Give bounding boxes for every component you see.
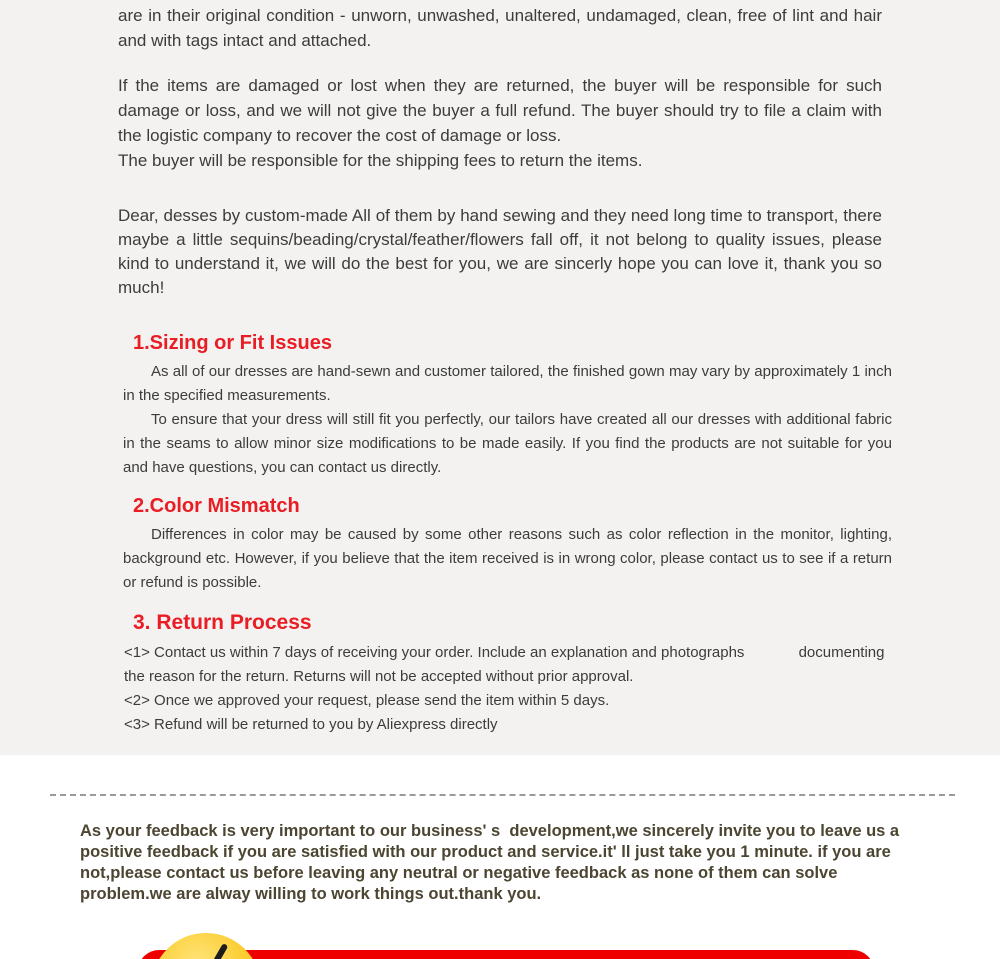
feedback-section: [0, 755, 1000, 959]
policy-paragraph-custom-made: Dear, desses by custom-made All of them by hand sewing and they need long time to transport, there maybe a little sequins/beading/crystal/feather/flowers fall off, it not belong to quality issues, please kind to understand it, we will do the best for you, we are sincerly hope you can love it, thank you so much!: [118, 206, 882, 297]
feedback-note: As your feedback is very important to our business' s development,we sincerely invite you to leave us a positive feedback if you are satisfied with our product and service.it' ll just take you 1 minute. if you are not,please contact us before leaving any neutral or negative feedback as none of them can solve problem.we are alway willing to work things out.thank you.: [80, 822, 904, 903]
dashed-divider: [50, 794, 955, 796]
color-mismatch-paragraph: Differences in color may be caused by some other reasons such as color reflection in the monitor, lighting, background etc. However, if you believe that the item received is in wrong color, please contact us to see if a return or refund is possible.: [123, 526, 892, 591]
section-heading-color-mismatch: 2.Color Mismatch: [133, 495, 300, 517]
return-step-1: <1> Contact us within 7 days of receiving your order. Include an explanation and photographs documenting the reason for the return. Returns will not be accepted without prior approval.: [124, 644, 885, 685]
emoji-eye-stroke: [212, 943, 229, 959]
return-step-3: <3> Refund will be returned to you by Aliexpress directly: [124, 716, 498, 733]
sizing-paragraph-2: To ensure that your dress will still fit you perfectly, our tailors have created all our dresses with additional fabric in the seams to allow minor size modifications to be made easily. If you find the products are not suitable for you and have questions, you can contact us directly.: [123, 411, 892, 476]
policy-paragraph-condition: are in their original condition - unworn, unwashed, unaltered, undamaged, clean, free of lint and hair and with tags intact and attached.: [118, 6, 882, 50]
sizing-paragraph-1: As all of our dresses are hand-sewn and customer tailored, the finished gown may vary by approximately 1 inch in the specified measurements.: [123, 363, 892, 404]
section-heading-return-process: 3. Return Process: [133, 611, 312, 634]
section-heading-sizing: 1.Sizing or Fit Issues: [133, 332, 332, 354]
policy-paragraph-damaged-lost: If the items are damaged or lost when they are returned, the buyer will be responsible for such damage or loss, and we will not give the buyer a full refund. The buyer should try to file a claim with the logistic company to recover the cost of damage or loss.: [118, 76, 882, 145]
policy-paragraph-shipping-fees: The buyer will be responsible for the shipping fees to return the items.: [118, 151, 643, 170]
return-step-2: <2> Once we approved your request, please send the item within 5 days.: [124, 692, 610, 709]
